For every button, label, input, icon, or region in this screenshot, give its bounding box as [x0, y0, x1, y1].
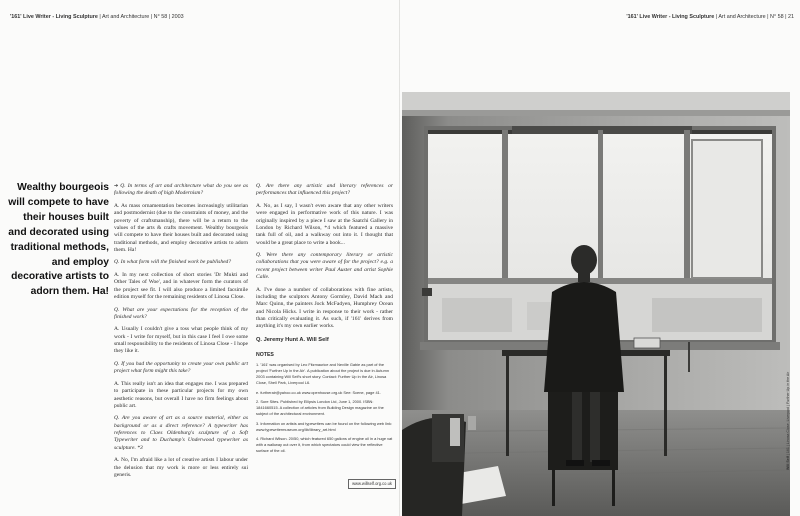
- text-column-1: [114, 183, 248, 485]
- answer: A. As mass ornamentation becomes increasingly utilitarian and postmodernist (due to the constraints of money, and the poverty of craftsmanship), there will be a return to the values of the arts & crafts movement. Wealthy bourgeois will compete to have their houses built and decorated using traditional methods, and employ decorative artists to adorn them. Ha!: [114, 202, 248, 253]
- question: Q. Are you aware of art as a source material, either as background or as a direct reference? A typewriter has references to Claes Oldenburg's sculpture of a Soft Typewriter and to Duchamp's Underwood typewriter as sculpture. *3: [114, 415, 248, 451]
- text-column-2: [256, 183, 393, 458]
- note-item: 3. Information on artists and typewriters can be found on the following web link: www.typewritermuseum.org/lib/library_art.html: [256, 420, 393, 432]
- caption-name: Will Self: [786, 456, 790, 470]
- website-link[interactable]: www.willself.org.co.uk: [348, 479, 396, 489]
- header-section: | Art and Architecture | N° 58 | 21: [715, 14, 794, 20]
- question: Q. What are your expectations for the reception of the finished work?: [114, 306, 248, 320]
- answer: A. This really isn't an idea that engages me. I was prepared to participate in these particular projects for my own aesthetic reasons, but overall I have no firm feelings about public art.: [114, 380, 248, 409]
- photo-caption: [786, 372, 790, 470]
- answer: A. No, I'm afraid like a lot of creative artists I labour under the delusion that my work is more or less entirely sui generis.: [114, 457, 248, 479]
- photo-illustration: [402, 92, 790, 516]
- answer: A. In my next collection of short stories 'Dr Mukti and Other Tales of Woe', and in whatever form the curators of the project see fit. I will also produce a limited facsimile edition myself for the remaining residents of Linosa Close.: [114, 272, 248, 301]
- question: [114, 183, 248, 198]
- running-header-left: [10, 14, 184, 20]
- header-title: '161' Live Writer - Living Sculpture: [10, 14, 98, 20]
- running-header-right: [626, 14, 794, 20]
- note-item: e. furtherair@yahoo.co.uk www.openhouse.org.uk See: Scene, page 41.: [256, 389, 381, 395]
- arrow-icon: ➔: [114, 184, 119, 189]
- caption-text: | 161 | Linosa Close, Liverpool | Further Up in the Air: [786, 371, 790, 456]
- photograph-writer-at-window: [402, 92, 790, 516]
- note-item: 1. '161' was organised by Leo Fitzmaurice and Neville Gabie as part of the project 'Further Up in the Air'. A publication about the project is due in Autumn 2003 containing Will Self's short story. Contact: Further Up in the Air, Linosa Close, Shell Park, Liverpool L6.: [256, 362, 389, 385]
- pull-quote: Wealthy bourgeois will compete to have their houses built and decorated using traditional methods, and employ decorative artists to adorn them. Ha!: [8, 182, 109, 298]
- question: Q. Are there any artistic and literary references or performances that influenced this project?: [256, 183, 393, 197]
- answer: A. Usually I couldn't give a toss what people think of my work - I write for myself, but in this case I feel I owe some small responsibility to the residents of Linosa Close - I hope they like it.: [114, 326, 248, 355]
- question: Q. If you had the opportunity to create your own public art project what form might this take?: [114, 361, 248, 375]
- note-item: 2. Sore Sites. Published by Ellipsis London Ltd, June 1, 2000. ISBN: 1841660515. A collection of articles from Building Design magazine on the subject of the architectural environment.: [256, 399, 384, 417]
- answer: A. No, as I say, I wasn't even aware that any other writers were engaged in performative work of this nature. I was originally inspired by a piece I saw at the Saatchi Gallery in London by Richard Wilson, *4 which featured a massive tank full of oil, and a walkway out into it. I thought that would be a great place to write a book...: [256, 202, 393, 246]
- notes-heading: NOTES: [256, 352, 274, 359]
- header-section: | Art and Architecture | N° 58 | 2003: [99, 14, 184, 20]
- question: Q. In what form will the finished work be published?: [114, 259, 232, 266]
- note-item: 4. Richard Wilson. 20/50, which featured 650 gallons of engine oil in a huge vat with a walkway out over it, from which spectators could view the reflective surface of the oil.: [256, 436, 393, 453]
- answer: A. I've done a number of collaborations with fine artists, including the sculptors Antony Gormley, David Mach and Marc Quinn, the painters Jock McFadyen, Humphrey Ocean and Nicola Hicks. I write in response to their work - rather than critically evaluating it. As such, if '161' derives from anything it's my own earlier works.: [256, 286, 393, 330]
- question: Q. Were there any contemporary literary or artistic collaborations that you were aware of for the project? e.g. a recent project between writer Paul Auster and artist Sophie Calle.: [256, 252, 393, 281]
- header-title: '161' Live Writer - Living Sculpture: [626, 14, 715, 20]
- interview-credit: Q. Jeremy Hunt A. Will Self: [256, 336, 329, 343]
- question-text: Q. In terms of art and architecture what do you see as following the death of high Modernism?: [114, 183, 248, 197]
